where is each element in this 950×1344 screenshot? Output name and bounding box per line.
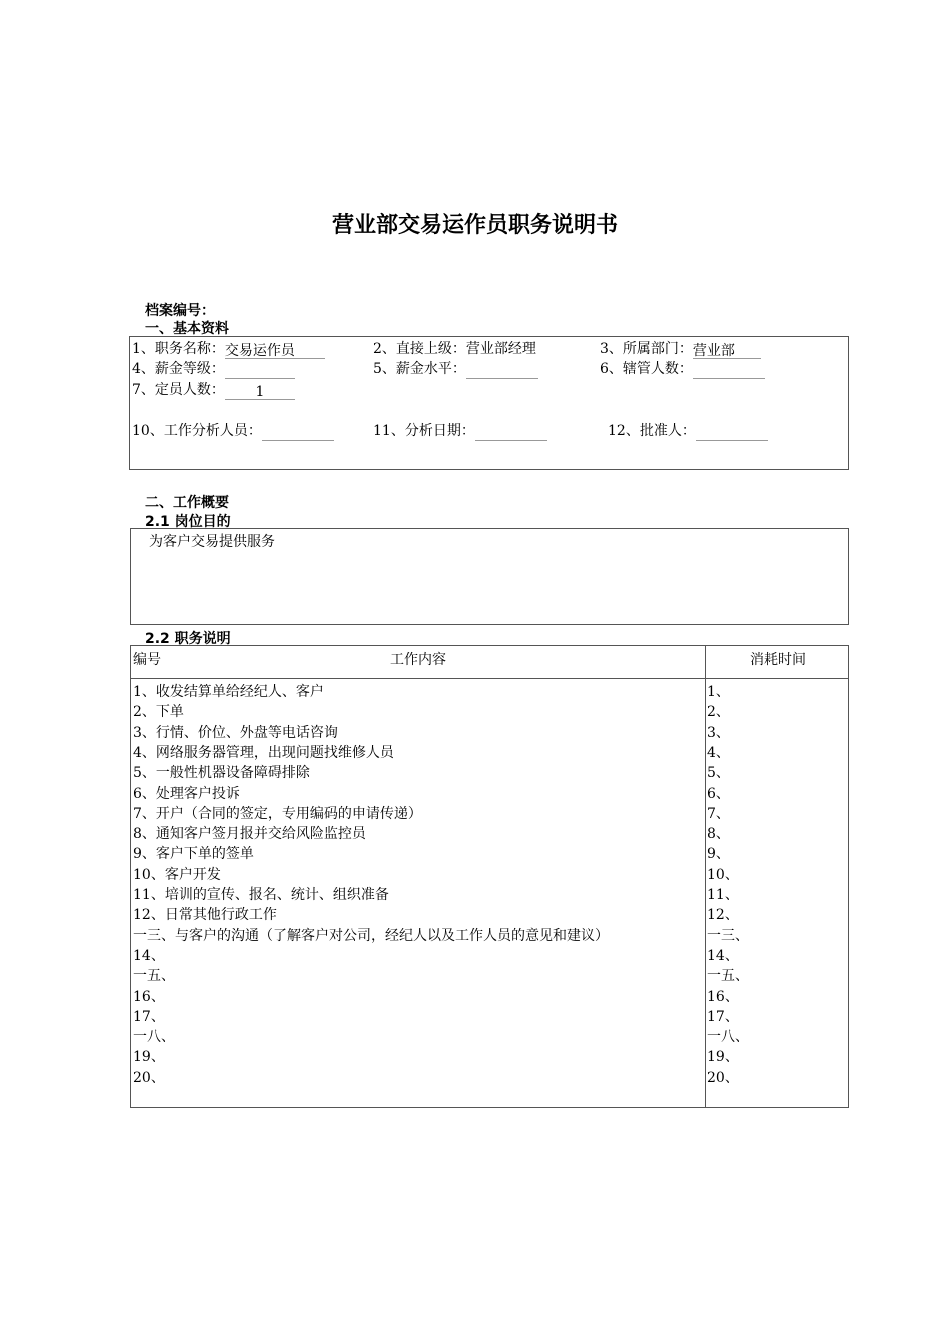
duty-time-cell: 20、: [707, 1069, 739, 1086]
department-label: 3、所属部门：: [600, 341, 693, 357]
analyst-blank: [262, 423, 334, 441]
subordinates-blank: [693, 361, 765, 379]
duty-time-cell: 16、: [707, 988, 739, 1005]
duty-time-cell: 7、: [707, 805, 730, 822]
section-work-summary-heading: 二、工作概要: [145, 495, 229, 511]
basic-info-box: [129, 336, 849, 470]
headcount-value: 1: [225, 382, 295, 400]
duty-content-cell: 1、收发结算单给经纪人、客户: [133, 684, 324, 700]
duty-time-cell: 12、: [707, 907, 739, 924]
job-name-label: 1、职务名称：: [132, 341, 225, 357]
headcount-field: [132, 380, 295, 400]
analysis-date-label: 11、分析日期：: [373, 423, 475, 439]
approver-blank: [696, 423, 768, 441]
duty-time-cell: 9、: [707, 846, 730, 863]
job-name-field: [132, 339, 325, 359]
superior-value: 营业部经理: [465, 341, 536, 357]
salary-level-label: 5、薪金水平：: [373, 361, 466, 377]
purpose-text: 为客户交易提供服务: [149, 534, 275, 550]
duty-content-cell: 20、: [133, 1069, 165, 1086]
column-header-no: 编号: [133, 652, 161, 668]
duty-content-cell: 7、开户（合同的签定，专用编码的申请传递）: [133, 805, 422, 822]
duty-content-cell: 4、网络服务器管理，出现问题找维修人员: [133, 744, 394, 761]
duty-content-cell: 2、下单: [133, 704, 184, 721]
duty-content-cell: 5、一般性机器设备障碍排除: [133, 765, 310, 782]
duty-time-cell: 5、: [707, 765, 730, 782]
duty-time-cell: 一八、: [707, 1029, 749, 1046]
duty-content-cell: 9、客户下单的签单: [133, 846, 254, 863]
duty-content-cell: 一三、与客户的沟通（了解客户对公司，经纪人以及工作人员的意见和建议）: [133, 927, 609, 944]
column-header-time: 消耗时间: [750, 652, 806, 668]
analysis-date-field: [373, 421, 547, 441]
analysis-date-blank: [475, 423, 547, 441]
table-column-divider: [705, 646, 706, 1107]
duties-table: [130, 645, 849, 1108]
salary-grade-label: 4、薪金等级：: [132, 361, 225, 377]
job-name-value: 交易运作员: [225, 341, 325, 359]
duties-heading: 2.2 职务说明: [145, 631, 231, 647]
duty-time-cell: 1、: [707, 684, 730, 700]
department-value: 营业部: [693, 341, 761, 359]
duty-content-cell: 11、培训的宣传、报名、统计、组织准备: [133, 887, 389, 903]
salary-grade-field: [132, 359, 295, 379]
duty-content-cell: 8、通知客户签月报并交给风险监控员: [133, 826, 366, 843]
superior-field: [373, 339, 536, 359]
duty-time-cell: 2、: [707, 704, 730, 721]
duty-time-cell: 14、: [707, 947, 739, 964]
duty-time-cell: 一三、: [707, 927, 749, 944]
subordinates-label: 6、辖管人数：: [600, 361, 693, 377]
purpose-heading: 2.1 岗位目的: [145, 514, 231, 530]
approver-field: [608, 421, 768, 441]
duty-content-cell: 一八、: [133, 1029, 175, 1046]
duty-time-cell: 4、: [707, 744, 730, 761]
headcount-label: 7、定员人数：: [132, 382, 225, 398]
duty-content-cell: 6、处理客户投诉: [133, 785, 240, 802]
duty-time-cell: 8、: [707, 826, 730, 843]
duty-time-cell: 一五、: [707, 968, 749, 985]
duty-time-cell: 6、: [707, 785, 730, 802]
analyst-field: [132, 421, 334, 441]
duty-time-cell: 3、: [707, 724, 730, 741]
duty-content-cell: 3、行情、价位、外盘等电话咨询: [133, 724, 338, 741]
duty-time-cell: 17、: [707, 1008, 739, 1025]
department-field: [600, 339, 761, 359]
duty-content-cell: 10、客户开发: [133, 866, 221, 883]
duty-content-cell: 一五、: [133, 968, 175, 985]
analyst-label: 10、工作分析人员：: [132, 423, 262, 439]
approver-label: 12、批准人：: [608, 423, 696, 439]
duty-time-cell: 11、: [707, 887, 739, 903]
salary-grade-blank: [225, 361, 295, 379]
duty-content-cell: 16、: [133, 988, 165, 1005]
table-header-divider: [131, 678, 848, 679]
duty-content-cell: 12、日常其他行政工作: [133, 907, 277, 924]
purpose-box: [130, 528, 849, 625]
duty-content-cell: 17、: [133, 1008, 165, 1025]
duty-time-cell: 10、: [707, 866, 739, 883]
duty-content-cell: 14、: [133, 947, 165, 964]
duty-content-cell: 19、: [133, 1049, 165, 1066]
duty-time-cell: 19、: [707, 1049, 739, 1066]
section-basic-info-heading: 一、基本资料: [145, 321, 229, 337]
archive-number-label: 档案编号：: [145, 303, 215, 319]
salary-level-field: [373, 359, 538, 379]
document-title: 营业部交易运作员职务说明书: [331, 213, 618, 238]
superior-label: 2、直接上级：: [373, 341, 466, 357]
salary-level-blank: [466, 361, 538, 379]
subordinates-field: [600, 359, 765, 379]
column-header-content: 工作内容: [390, 652, 446, 668]
